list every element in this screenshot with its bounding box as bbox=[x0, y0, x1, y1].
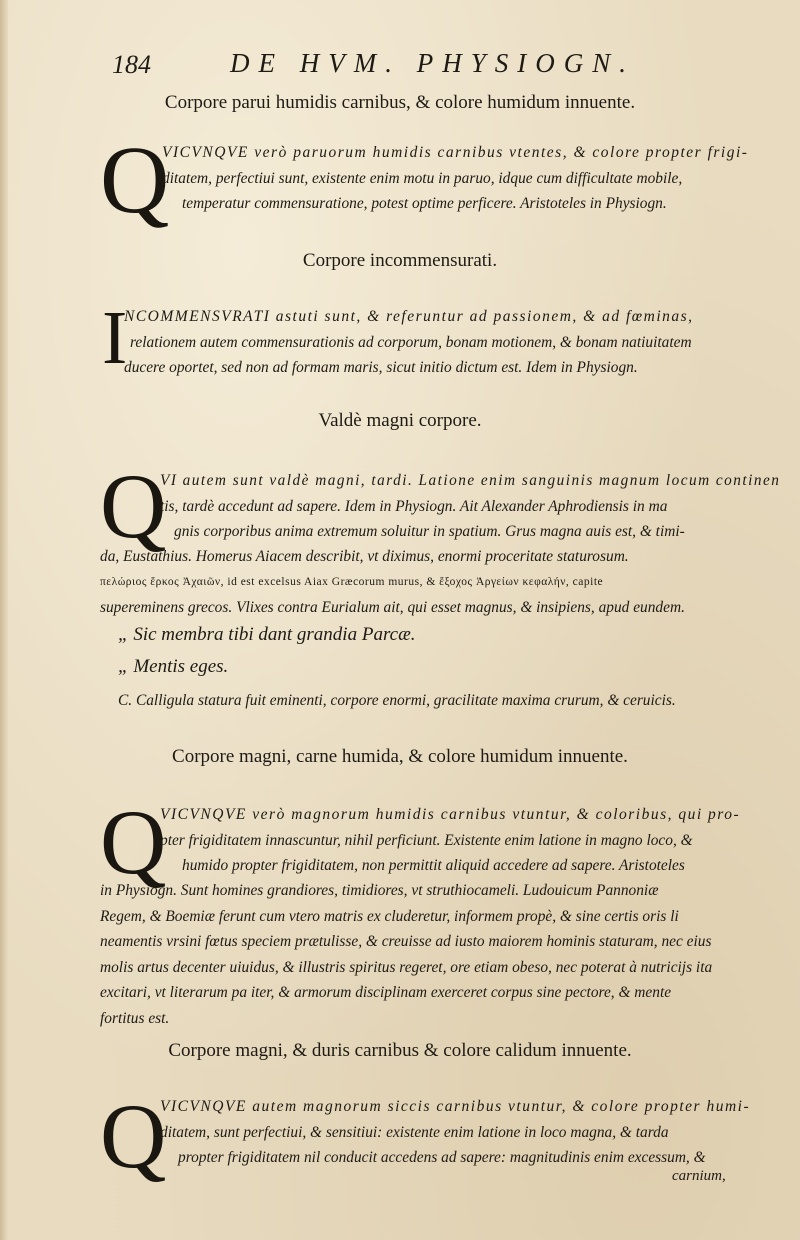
verse-line: „ Mentis eges. bbox=[118, 656, 229, 677]
running-head bbox=[112, 48, 692, 88]
paragraph-line: pter frigiditatem innascuntur, nihil perficiunt. Existente enim latione in magno loco, & bbox=[160, 831, 693, 849]
dropcap-4: Q bbox=[100, 791, 167, 893]
paragraph-line: Regem, & Boemiæ ferunt cum vtero matris ex cluderetur, informem propè, & sine certis oris li bbox=[100, 907, 679, 925]
paragraph-line: tis, tardè accedunt ad sapere. Idem in Physiogn. Ait Alexander Aphrodiensis in ma bbox=[160, 497, 668, 515]
dropcap-5: Q bbox=[100, 1085, 167, 1187]
dropcap-3: Q bbox=[100, 455, 167, 557]
section-heading-1: Corpore parui humidis carnibus, & colore humidum innuente. bbox=[164, 92, 636, 113]
section-heading-3: Valdè magni corpore. bbox=[318, 410, 482, 431]
paragraph-3 bbox=[160, 468, 780, 545]
paragraph-line: neamentis vrsini fœtus speciem prætulisse, & creuisse ad iusto maiorem hominis staturam, nec eius bbox=[100, 933, 712, 950]
paragraph-line: NCOMMENSVRATI astuti sunt, & referuntur ad passionem, & ad fœminas, bbox=[124, 308, 694, 325]
paragraph-4-continued bbox=[100, 878, 780, 1031]
paragraph-line: VICVNQVE verò paruorum humidis carnibus vtentes, & colore propter frigi- bbox=[162, 144, 749, 161]
paragraph-line: VICVNQVE autem magnorum siccis carnibus vtuntur, & colore propter humi- bbox=[160, 1098, 751, 1115]
paragraph-line: ducere oportet, sed non ad formam maris, sicut initio dictum est. Idem in Physiogn. bbox=[124, 359, 638, 376]
paragraph-4 bbox=[160, 802, 780, 879]
paragraph-5 bbox=[160, 1094, 780, 1171]
paragraph-line: VICVNQVE verò magnorum humidis carnibus vtuntur, & coloribus, qui pro- bbox=[160, 806, 741, 823]
verse-block bbox=[118, 622, 778, 686]
paragraph-2 bbox=[124, 304, 784, 381]
section-heading-4: Corpore magni, carne humida, & colore humidum innuente. bbox=[172, 746, 628, 767]
paragraph-line: C. Calligula statura fuit eminenti, corpore enormi, gracilitate maxima crurum, & ceruicis. bbox=[118, 692, 676, 709]
paragraph-line: relationem autem commensurationis ad corporum, bonam motionem, & bonam natiuitatem bbox=[130, 333, 692, 351]
catchword: carnium, bbox=[672, 1168, 726, 1184]
section-heading-5: Corpore magni, & duris carnibus & colore calidum innuente. bbox=[168, 1040, 632, 1061]
paragraph-line: humido propter frigiditatem, non permittit aliquid accedere ad sapere. Aristoteles bbox=[182, 857, 685, 874]
paragraph-line: temperatur commensuratione, potest optime perficere. Aristoteles in Physiogn. bbox=[182, 195, 667, 212]
section-heading-2: Corpore incommensurati. bbox=[302, 250, 498, 271]
paragraph-line: ditatem, perfectiui sunt, existente enim motu in paruo, idque cum difficultate mobile, bbox=[162, 169, 683, 187]
dropcap-1: Q bbox=[100, 126, 170, 233]
paragraph-line: excitari, vt literarum pa iter, & armorum disciplinam exerceret corpus sine pectore, & mente bbox=[100, 984, 672, 1001]
verse-line: „ Sic membra tibi dant grandia Parcæ. bbox=[118, 624, 416, 645]
paragraph-1 bbox=[162, 140, 782, 217]
page-number: 184 bbox=[112, 50, 151, 79]
paragraph-line: supereminens grecos. Vlixes contra Eurialum ait, qui esset magnus, & insipiens, apud eundem. bbox=[100, 599, 685, 616]
dropcap-2: I bbox=[102, 296, 128, 380]
greek-quote-line: πελώριος ἕρκος Ἀχαιῶν, id est excelsus Aiax Græcorum murus, & ἔξοχος Ἀργείων κεφαλήν, capite bbox=[100, 575, 604, 588]
running-title: DE HVM. PHYSIOGN. bbox=[230, 48, 635, 78]
paragraph-line: propter frigiditatem nil conducit accedens ad sapere: magnitudinis enim excessum, & bbox=[178, 1149, 706, 1166]
paragraph-line: fortitus est. bbox=[100, 1009, 170, 1027]
paragraph-line: in Physiogn. Sunt homines grandiores, timidiores, vt struthiocameli. Ludouicum Pannoniæ bbox=[100, 882, 659, 899]
paragraph-line: VI autem sunt valdè magni, tardi. Latione enim sanguinis magnum locum continen bbox=[160, 472, 781, 489]
paragraph-line: molis artus decenter uiuidus, & illustris spiritus regeret, ore etiam obeso, nec poterat à nutricijs ita bbox=[100, 958, 713, 976]
paragraph-line: ditatem, sunt perfectiui, & sensitiui: existente enim latione in loco magna, & tarda bbox=[160, 1123, 669, 1141]
paragraph-line: gnis corporibus anima extremum soluitur in spatium. Grus magna auis est, & timi- bbox=[174, 523, 685, 540]
paragraph-3-note bbox=[118, 688, 782, 714]
paragraph-3-continued bbox=[100, 544, 780, 621]
paragraph-line: da, Eustathius. Homerus Aiacem describit, vt diximus, enormi proceritate staturosum. bbox=[100, 548, 629, 565]
